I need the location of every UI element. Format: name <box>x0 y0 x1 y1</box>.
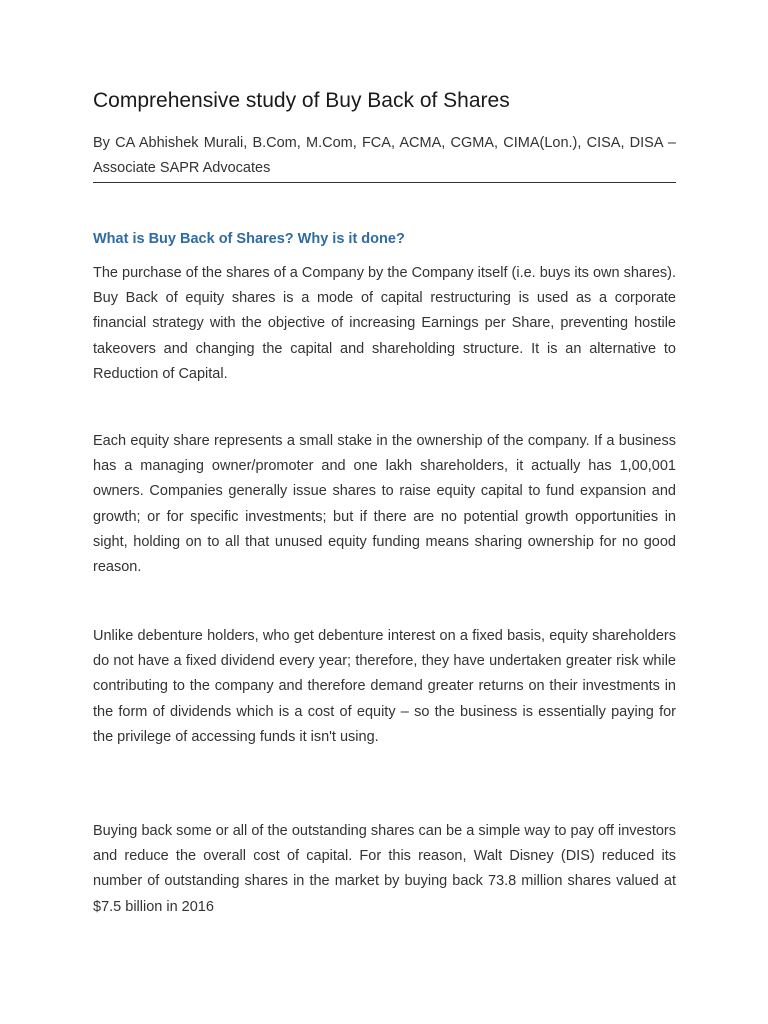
paragraph-1: The purchase of the shares of a Company by the Company itself (i.e. buys its own shares). Buy Back of equity shares is a mode of capital restructuring is used as a corporate financial strategy with the objective of increasing Earnings per Share, preventing hostile takeovers and changing the capital and shareholding structure. It is an alternative to Reduction of Capital. <box>93 265 676 382</box>
paragraph-3: Unlike debenture holders, who get debenture interest on a fixed basis, equity shareholders do not have a fixed dividend every year; therefore, they have undertaken greater risk while contributing to the company and therefore demand greater returns on their investments in the form of dividends which is a cost of equity – so the business is essentially paying for the privilege of accessing funds it isn't using. <box>93 628 676 745</box>
paragraph-4: Buying back some or all of the outstanding shares can be a simple way to pay off investors and reduce the overall cost of capital. For this reason, Walt Disney (DIS) reduced its number of outstanding shares in the market by buying back 73.8 million shares valued at $7.5 billion in 2016 <box>93 823 676 915</box>
author-byline: By CA Abhishek Murali, B.Com, M.Com, FCA, ACMA, CGMA, CIMA(Lon.), CISA, DISA – Associate SAPR Advocates <box>93 131 676 183</box>
paragraph-2: Each equity share represents a small stake in the ownership of the company. If a business has a managing owner/promoter and one lakh shareholders, it actually has 1,00,001 owners. Companies generally issue shares to raise equity capital to fund expansion and growth; or for specific investments; but if there are no potential growth opportunities in sight, holding on to all that unused equity funding means sharing ownership for no good reason. <box>93 433 676 576</box>
section-heading: What is Buy Back of Shares? Why is it done? <box>93 231 405 247</box>
document-title: Comprehensive study of Buy Back of Shares <box>93 89 510 112</box>
